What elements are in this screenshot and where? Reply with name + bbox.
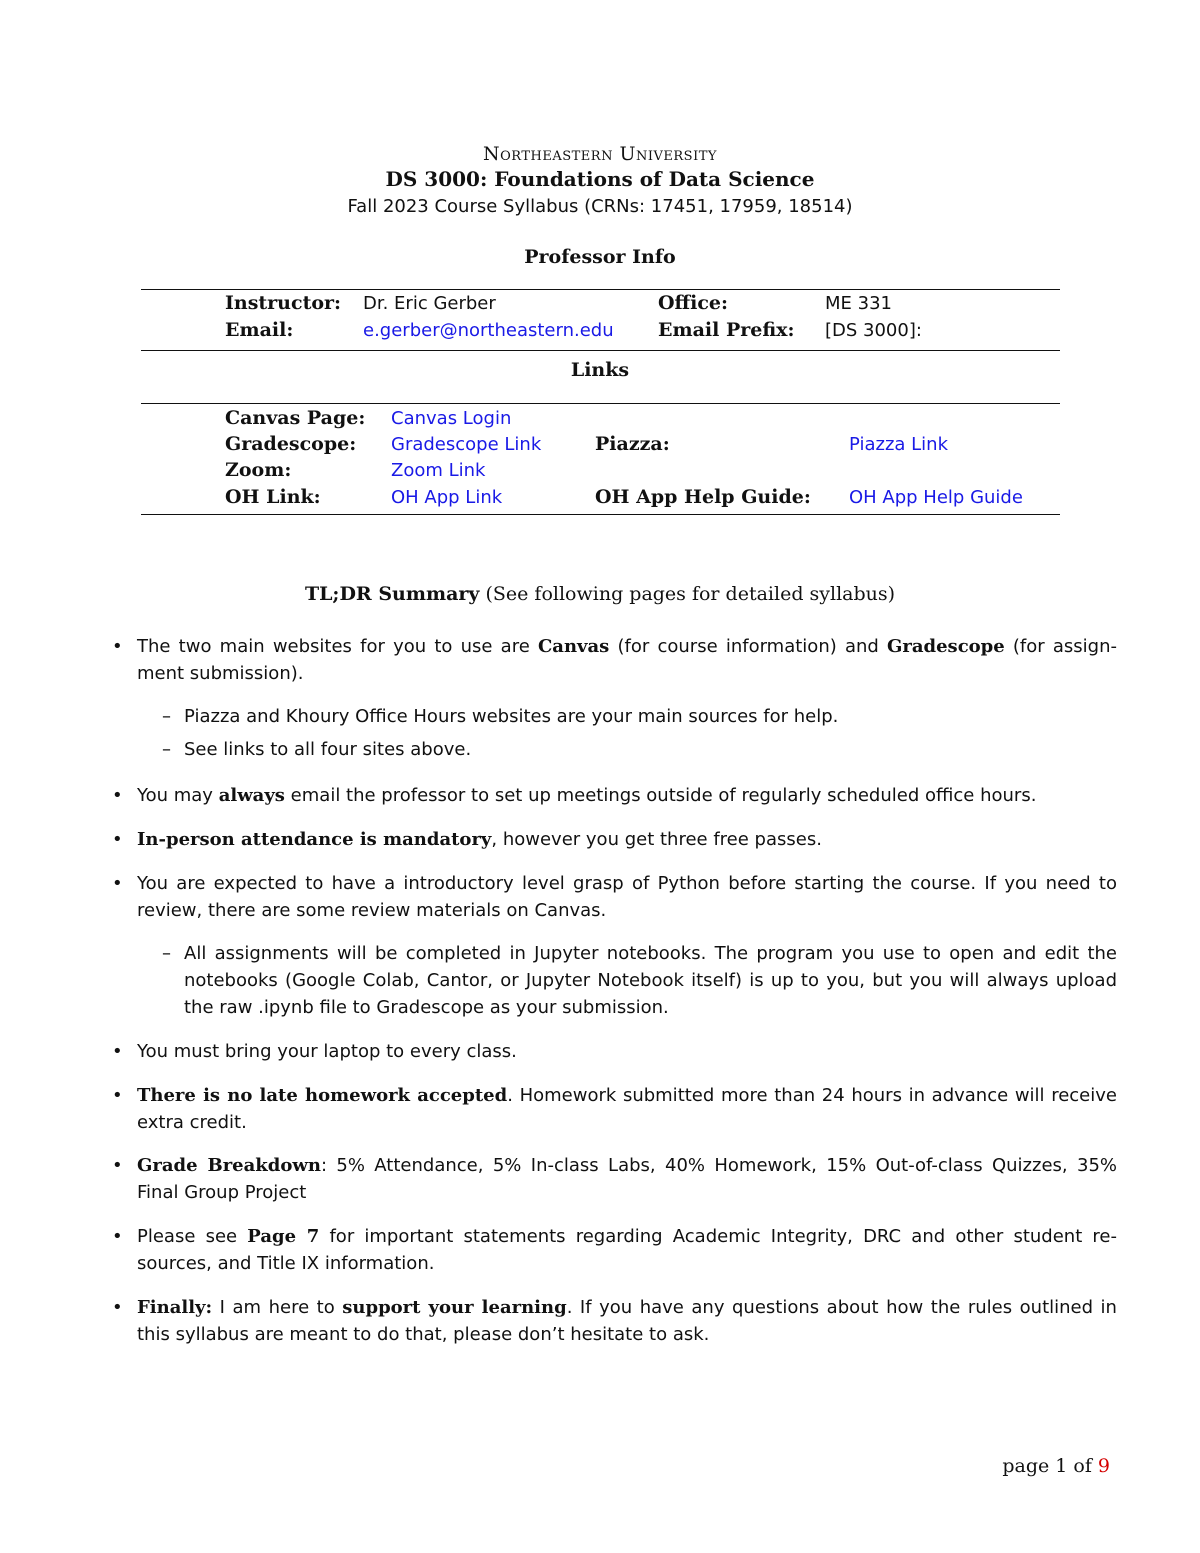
page-number [900,1453,1110,1480]
office-label: Office: [658,292,729,314]
item-text: email the professor to set up meetings outside of regularly scheduled office hours. [284,785,1037,806]
item-text: . Homework submitted more than 24 hours in advance will receive extra credit. [137,1085,1117,1133]
professor-info-title: Professor Info [524,246,676,268]
university-name: Northeastern University [483,143,717,165]
piazza-link[interactable]: Piazza Link [849,434,948,455]
bullet-icon: • [112,636,123,657]
item-text: I am here to [212,1297,343,1318]
item-text: You are expected to have a introductory level grasp of Python before starting the course. If you need to review, there are some review materials on Canvas. [137,873,1117,921]
item-text: , however you get three free passes. [491,829,822,850]
item-text: The two main websites for you to use are [137,636,538,657]
summary-title-rest: (See following pages for detailed syllabus) [479,583,896,605]
sub-item-text: Piazza and Khoury Office Hours websites are your main sources for help. [184,706,839,727]
canvas-login-link[interactable]: Canvas Login [391,408,512,429]
oh-guide-link[interactable]: OH App Help Guide [849,487,1023,508]
zoom-link[interactable]: Zoom Link [391,460,486,481]
summary-title-bold: TL;DR Summary [304,583,480,605]
gradescope-label: Gradescope: [225,433,357,455]
item-bold: support your learning [342,1297,567,1318]
course-subtitle: Fall 2023 Course Syllabus (CRNs: 17451, 17959, 18514) [347,196,853,217]
course-title: DS 3000: Foundations of Data Science [385,167,815,191]
zoom-label: Zoom: [225,459,292,481]
bullet-icon: • [112,1041,123,1062]
item-text: (for course information) and [609,636,887,657]
item-bold: There is no late homework accepted [137,1085,508,1106]
item-text: You may [137,785,219,806]
canvas-label: Canvas Page: [225,407,366,429]
bullet-icon: • [112,1297,123,1318]
bullet-icon: • [112,829,123,850]
oh-label: OH Link: [225,486,321,508]
instructor-label: Instructor: [225,292,342,314]
piazza-label: Piazza: [595,433,670,455]
item-bold: Gradescope [887,636,1005,657]
sub-item-text: All assignments will be completed in Jupyter notebooks. The program you use to open and edit the notebooks (Google Colab, Cantor, or Jupyter Notebook itself) is up to you, but you will always upload the raw .ipynb file to Gradescope as your submission. [184,943,1117,1018]
item-bold: always [218,785,285,806]
instructor-value: Dr. Eric Gerber [363,293,496,314]
page-total: 9 [1097,1455,1110,1477]
bullet-icon: • [112,1085,123,1106]
item-text: Please see [137,1226,248,1247]
links-rule-bottom [141,514,1060,515]
item-bold: In-person attendance is mandatory [137,829,492,850]
dash-icon: – [162,739,171,760]
item-text: (for assign-ment submission). [137,636,1117,684]
links-title: Links [570,359,630,381]
item-text: : 5% Attendance, 5% In-class Labs, 40% Homework, 15% Out-of-class Quizzes, 35% Final Group Project [137,1155,1118,1203]
summary-list [112,633,1117,1353]
bullet-icon: • [112,1226,123,1247]
gradescope-link[interactable]: Gradescope Link [391,434,542,455]
oh-guide-label: OH App Help Guide: [595,486,811,508]
dash-icon: – [162,706,171,727]
table-rule-mid [141,350,1060,351]
page-number-prefix: page 1 of [1002,1455,1098,1477]
links-rule-top [141,403,1060,404]
email-label: Email: [225,319,294,341]
item-text: You must bring your laptop to every class. [137,1041,517,1062]
email-prefix-value: [DS 3000]: [825,320,922,341]
sub-item-text: See links to all four sites above. [184,739,472,760]
item-bold: Finally: [137,1297,213,1318]
oh-app-link[interactable]: OH App Link [391,487,503,508]
office-value: ME 331 [825,293,892,314]
email-prefix-label: Email Prefix: [658,319,795,341]
bullet-icon: • [112,785,123,806]
item-text: . If you have any questions about how the rules outlined in this syllabus are meant to do that, please don’t hesitate to ask. [137,1297,1117,1345]
summary-title [0,581,1200,608]
bullet-icon: • [112,873,123,894]
item-bold: Canvas [537,636,610,657]
email-link[interactable]: e.gerber@northeastern.edu [363,320,614,341]
item-text: for important statements regarding Academic Integrity, DRC and other student re-sources, and Title IX information. [137,1226,1118,1274]
dash-icon: – [162,943,171,964]
item-bold: Grade Breakdown [137,1155,321,1176]
item-bold: Page 7 [247,1226,320,1247]
bullet-icon: • [112,1155,123,1176]
